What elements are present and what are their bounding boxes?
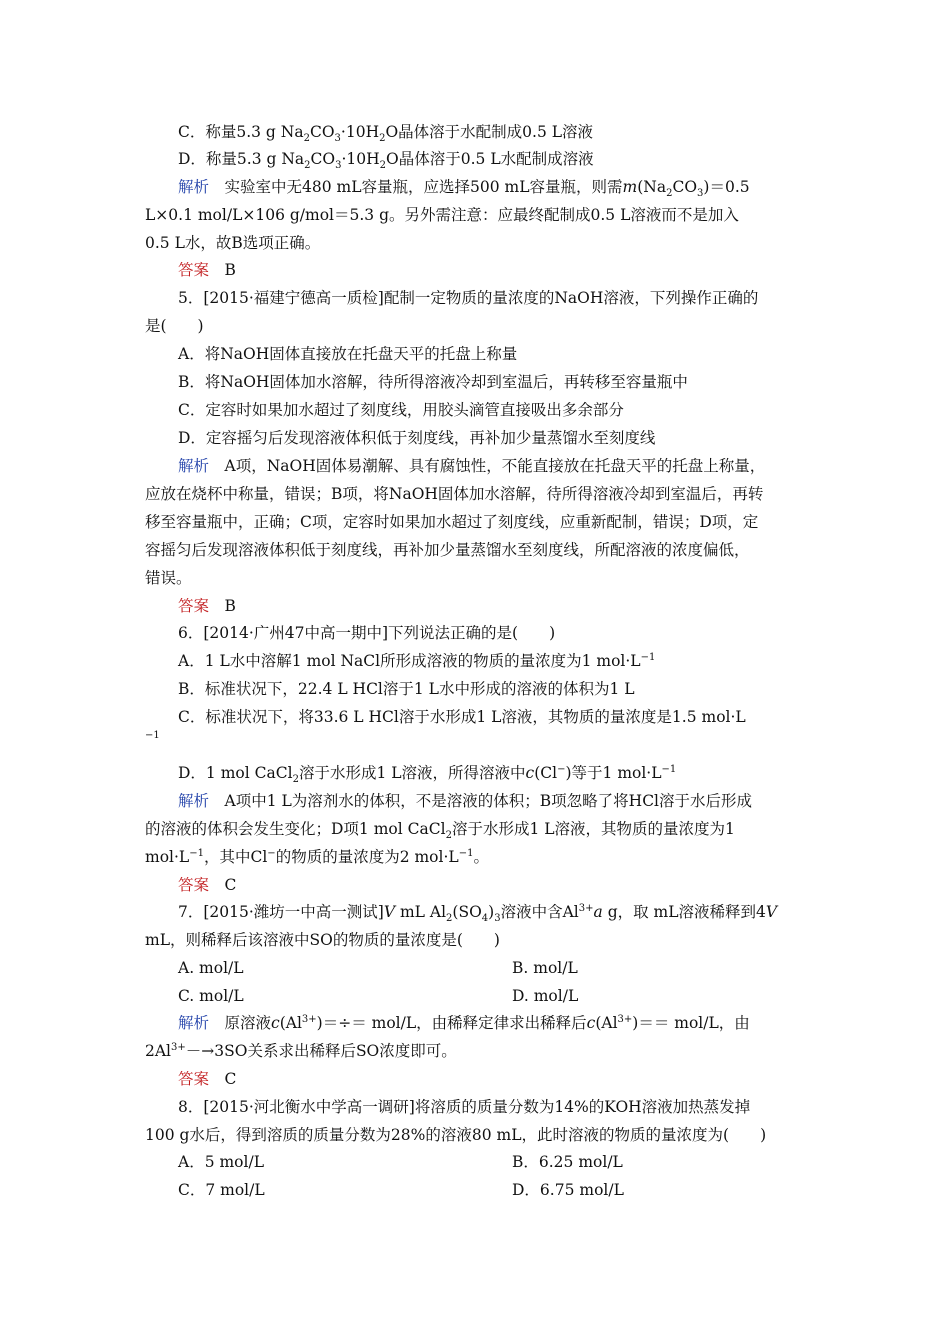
q8-option-b: B．6.25 mol/L xyxy=(512,1153,623,1171)
q6-option-c-exponent: −1 xyxy=(145,730,160,741)
q6-option-d: D．1 mol CaCl$_2$溶于水形成1 L溶液，所得溶液中c(Cl−)等于1 $mol\cdot L^{-1}$ xyxy=(178,763,677,786)
analysis-label: 解析 xyxy=(178,178,210,196)
q7-stem-line-2: mL，则稀释后该溶液中SO的物质的量浓度是( ) xyxy=(145,931,500,949)
q5-analysis-line-5: 错误。 xyxy=(145,569,192,587)
q4-analysis-line-3: 0.5 L水，故B选项正确。 xyxy=(145,234,321,252)
q8-option-d: D．6.75 mol/L xyxy=(512,1181,624,1199)
q5-answer: 答案 B xyxy=(178,597,236,615)
q6-analysis-line-3: $mol\cdot L^{-1}$，其中Cl−的物质的量浓度为2 $mol\cdot L^{-1}$。 xyxy=(145,847,489,866)
q6-analysis-line-2: 的溶液的体积会发生变化；D项1 mol CaCl$_2$溶于水形成1 L溶液，其物质的量浓度为1 xyxy=(145,820,735,842)
answer-label: 答案 xyxy=(178,597,210,615)
q7-option-a: A. mol/L xyxy=(178,959,244,977)
q5-stem-line-1: 5．[2015·福建宁德高一质检]配制一定物质的量浓度的NaOH溶液，下列操作正确的 xyxy=(178,289,759,307)
q7-answer: 答案 C xyxy=(178,1070,237,1088)
q6-analysis-line-1: 解析 A项中1 L为溶剂水的体积，不是溶液的体积；B项忽略了将HCl溶于水后形成 xyxy=(178,792,753,810)
q4-answer: 答案 B xyxy=(178,261,236,279)
q8-option-c: C．7 mol/L xyxy=(178,1181,265,1199)
analysis-label: 解析 xyxy=(178,792,210,810)
analysis-label: 解析 xyxy=(178,457,210,475)
q6-stem: 6．[2014·广州47中高一期中]下列说法正确的是( ) xyxy=(178,624,556,642)
q7-analysis-line-1: 解析 原溶液$c(Al^{3+})=\div= mol/L$，由稀释定律求出稀释后$c(Al^{3+})== mol/L$，由 xyxy=(178,1013,750,1032)
q7-option-b: B. mol/L xyxy=(512,959,578,977)
q7-stem-line-1: 7．[2015·潍坊一中高一测试]V mL $Al_2(SO_4)_3$溶液中含$Al^{3+}a$ g，取 mL溶液稀释到4V xyxy=(178,902,778,925)
answer-label: 答案 xyxy=(178,876,210,894)
q6-option-a: A．1 L水中溶解1 mol NaCl所形成溶液的物质的量浓度为1 $mol\cdot L^{-1}$ xyxy=(178,651,656,670)
q8-stem-line-2: 100 g水后，得到溶质的质量分数为28%的溶液80 mL，此时溶液的物质的量浓度为( ) xyxy=(145,1126,767,1144)
q5-option-a: A．将NaOH固体直接放在托盘天平的托盘上称量 xyxy=(178,345,518,363)
q5-analysis-line-3: 移至容量瓶中，正确；C项，定容时如果加水超过了刻度线，应重新配制，错误；D项，定 xyxy=(145,513,759,531)
q7-analysis-line-2: $2Al^{3+}-\to 3SO$关系求出稀释后SO浓度即可。 xyxy=(145,1041,457,1060)
q6-option-b: B．标准状况下，22.4 L HCl溶于1 L水中形成的溶液的体积为1 L xyxy=(178,680,635,698)
answer-label: 答案 xyxy=(178,1070,210,1088)
q6-answer: 答案 C xyxy=(178,876,237,894)
q5-option-c: C．定容时如果加水超过了刻度线，用胶头滴管直接吸出多余部分 xyxy=(178,401,624,419)
q4-option-c: C．称量5.3 g $Na_2CO_3\cdot 10H_2O$晶体溶于水配制成0.5 L溶液 xyxy=(178,123,594,145)
q5-stem-line-2: 是( ) xyxy=(145,317,204,335)
q5-option-d: D．定容摇匀后发现溶液体积低于刻度线，再补加少量蒸馏水至刻度线 xyxy=(178,429,656,447)
q8-stem-line-1: 8．[2015·河北衡水中学高一调研]将溶质的质量分数为14%的KOH溶液加热蒸发掉 xyxy=(178,1098,751,1116)
q4-option-d: D．称量5.3 g $Na_2CO_3\cdot 10H_2O$晶体溶于0.5 L水配制成溶液 xyxy=(178,150,594,172)
q5-analysis-line-4: 容摇匀后发现溶液体积低于刻度线，再补加少量蒸馏水至刻度线，所配溶液的浓度偏低， xyxy=(145,541,750,559)
q5-analysis-line-1: 解析 A项，NaOH固体易潮解、具有腐蚀性，不能直接放在托盘天平的托盘上称量， xyxy=(178,457,766,475)
q6-option-c: C．标准状况下，将33.6 L HCl溶于水形成1 L溶液，其物质的量浓度是1.5 mol·L xyxy=(178,708,746,726)
q5-analysis-line-2: 应放在烧杯中称量，错误；B项，将NaOH固体加水溶解，待所得溶液冷却到室温后，再转 xyxy=(145,485,764,503)
q7-option-d: D. mol/L xyxy=(512,987,579,1005)
answer-label: 答案 xyxy=(178,261,210,279)
q4-analysis-line-2: L×0.1 mol/L×106 g/mol＝5.3 g。另外需注意：应最终配制成0.5 L溶液而不是加入 xyxy=(145,206,739,224)
q4-analysis-line-1: 解析 实验室中无480 mL容量瓶，应选择500 mL容量瓶，则需$m(Na_2CO_3)=0.5$ xyxy=(178,178,750,200)
analysis-label: 解析 xyxy=(178,1014,210,1032)
q8-option-a: A．5 mol/L xyxy=(178,1153,264,1171)
q7-option-c: C. mol/L xyxy=(178,987,244,1005)
q5-option-b: B．将NaOH固体加水溶解，待所得溶液冷却到室温后，再转移至容量瓶中 xyxy=(178,373,688,391)
